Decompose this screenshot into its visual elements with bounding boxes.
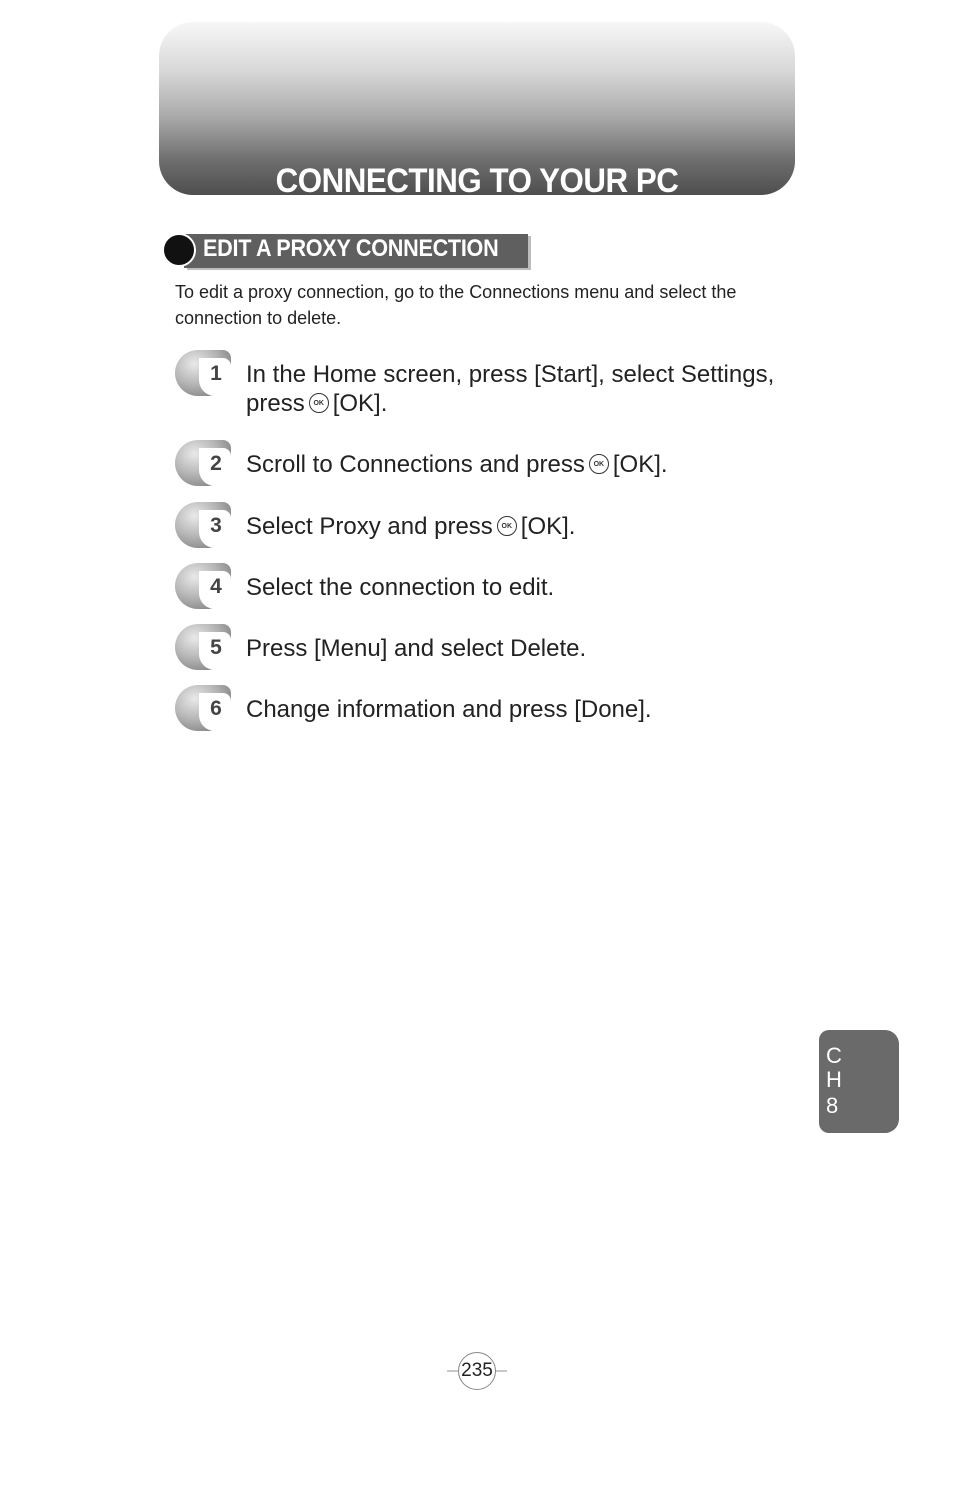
step-number-badge-icon: [175, 440, 231, 486]
section-title: EDIT A PROXY CONNECTION: [203, 235, 499, 262]
step-text: Change information and press [Done].: [246, 696, 652, 723]
step-text-part: Scroll to Connections and press: [246, 451, 585, 478]
step-number-badge-icon: [175, 502, 231, 548]
step-number: 3: [210, 514, 222, 537]
step-text-part: [OK].: [520, 513, 576, 540]
chapter-tab-number: 8: [826, 1093, 839, 1118]
ok-key-icon: OK: [309, 393, 329, 413]
step-text-part: [OK].: [332, 390, 388, 417]
step-number: 2: [210, 452, 222, 475]
chapter-title: CONNECTING TO YOUR PC: [275, 162, 679, 200]
step-number: 5: [210, 636, 222, 659]
page-number-badge: [447, 1352, 507, 1390]
chapter-tab-letter: H: [826, 1067, 842, 1092]
step-text: Select the connection to edit.: [246, 574, 555, 601]
step-number-badge-icon: [175, 624, 231, 670]
chapter-header-banner: [159, 22, 795, 200]
step-text: Press [Menu] and select Delete.: [246, 635, 587, 662]
page-number: 235: [461, 1360, 493, 1381]
step-text: [246, 450, 786, 479]
step-text-part: In the Home screen, press [Start], select Settings, press: [246, 361, 775, 417]
step-number-badge-icon: [175, 563, 231, 609]
chapter-tab-letter: C: [826, 1043, 842, 1068]
ok-key-icon: OK: [497, 516, 517, 536]
step-text: [246, 360, 786, 418]
step-text-part: [OK].: [612, 451, 668, 478]
step-text-part: Select Proxy and press: [246, 513, 493, 540]
section-intro: To edit a proxy connection, go to the Connections menu and select the connection to delete.: [175, 282, 737, 328]
step-number: 6: [210, 697, 222, 720]
step-text: [246, 512, 786, 541]
step-number-badge-icon: [175, 350, 231, 396]
step-number-badge-icon: [175, 685, 231, 731]
step-number: 4: [210, 575, 222, 598]
section-bullet-icon: [162, 233, 196, 267]
step-number: 1: [210, 362, 222, 385]
chapter-tab: [819, 1030, 899, 1133]
ok-key-icon: OK: [589, 454, 609, 474]
